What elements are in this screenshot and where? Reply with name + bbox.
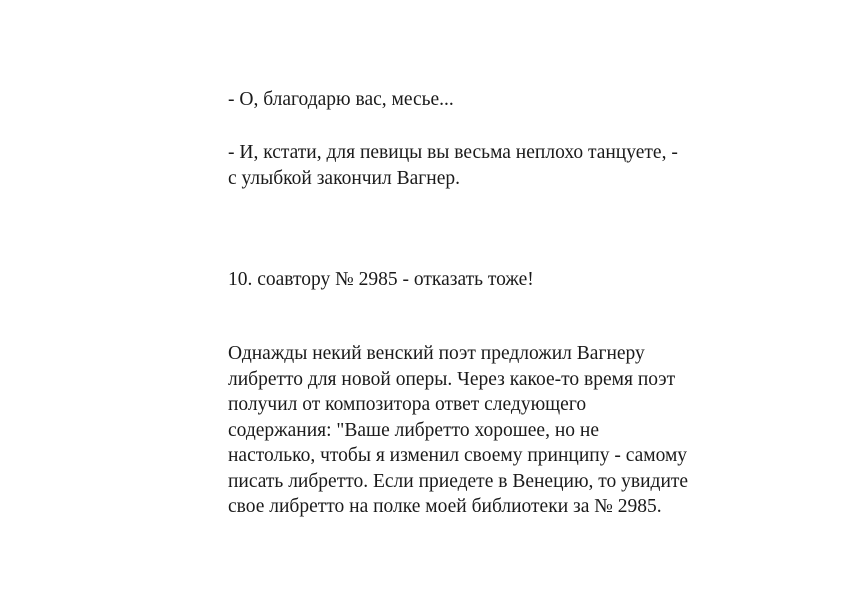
dialogue-paragraph-wagner-remark <box>228 140 748 191</box>
text-line: настолько, чтобы я изменил своему принципу - самому <box>228 445 688 466</box>
dialogue-paragraph-thanks <box>228 87 748 113</box>
text-line: свое либретто на полке моей библиотеки за № 2985. <box>228 496 662 517</box>
text-line: - И, кстати, для певицы вы весьма неплохо танцуете, - <box>228 142 678 163</box>
text-line: Однажды некий венский поэт предложил Вагнеру <box>228 343 645 364</box>
text-line: получил от композитора ответ следующего <box>228 394 587 415</box>
text-line: - О, благодарю вас, месье... <box>228 89 454 110</box>
story-paragraph <box>228 341 748 520</box>
text-line: с улыбкой закончил Вагнер. <box>228 167 460 189</box>
heading-text: 10. соавтору № 2985 - отказать тоже! <box>228 269 534 290</box>
text-line: содержания: "Ваше либретто хорошее, но не <box>228 419 599 441</box>
section-heading <box>228 267 748 293</box>
text-line: писать либретто. Если приедете в Венецию, то увидите <box>228 470 689 492</box>
text-line: либретто для новой оперы. Через какое-то время поэт <box>228 368 676 390</box>
